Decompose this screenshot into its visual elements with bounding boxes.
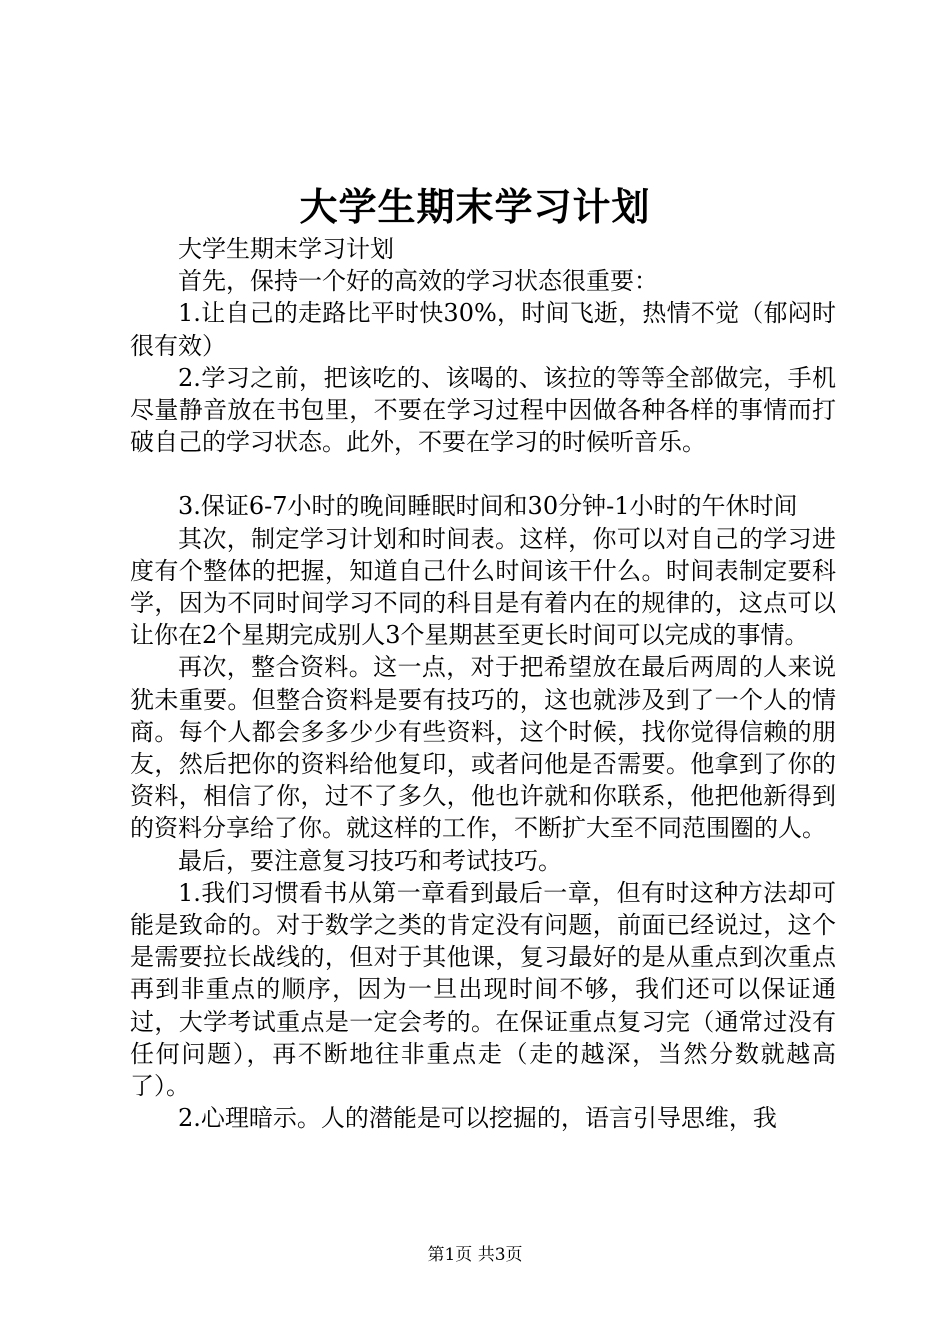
paragraph: 最后，要注意复习技巧和考试技巧。 [178, 846, 562, 875]
paragraph: 2.学习之前，把该吃的、该喝的、该拉的等等全部做完，手机尽量静音放在书包里，不要在学习过程中因做各种各样的事情而打破自己的学习状态。此外，不要在学习的时候听音乐。 [130, 363, 836, 457]
paragraph: 其次，制定学习计划和时间表。这样，你可以对自己的学习进度有个整体的把握，知道自己什么时间该干什么。时间表制定要科学，因为不同时间学习不同的科目是有着内在的规律的，这点可以让你在2个星期完成别人3个星期甚至更长时间可以完成的事情。 [130, 524, 836, 650]
paragraph: 再次，整合资料。这一点，对于把希望放在最后两周的人来说犹未重要。但整合资料是要有技巧的，这也就涉及到了一个人的情商。每个人都会多多少少有些资料，这个时候，找你觉得信赖的朋友，然后把你的资料给他复印，或者问他是否需要。他拿到了你的资料，相信了你，过不了多久，他也许就和你联系，他把他新得到的资料分享给了你。就这样的工作，不断扩大至不同范围圈的人。 [130, 653, 836, 843]
paragraph: 大学生期末学习计划 [178, 235, 394, 263]
document-body [130, 233, 836, 1134]
paragraph: 3.保证6-7小时的晚间睡眠时间和30分钟-1小时的午休时间 [178, 492, 798, 521]
page-number-footer: 第1页 共3页 [427, 1245, 523, 1265]
paragraph: 首先，保持一个好的高效的学习状态很重要： [178, 267, 658, 296]
paragraph: 1.让自己的走路比平时快30%，时间飞逝，热情不觉（郁闷时很有效） [130, 299, 836, 360]
paragraph: 2.心理暗示。人的潜能是可以挖掘的，语言引导思维，我 [178, 1104, 777, 1133]
paragraph: 1.我们习惯看书从第一章看到最后一章，但有时这种方法却可能是致命的。对于数学之类的肯定没有问题，前面已经说过，这个是需要拉长战线的，但对于其他课，复习最好的是从重点到次重点再到非重点的顺序，因为一旦出现时间不够，我们还可以保证通过，大学考试重点是一定会考的。在保证重点复习完（通常过没有任何问题），再不断地往非重点走（走的越深，当然分数就越高了）。 [130, 878, 836, 1101]
document-title: 大学生期末学习计划 [299, 184, 651, 229]
